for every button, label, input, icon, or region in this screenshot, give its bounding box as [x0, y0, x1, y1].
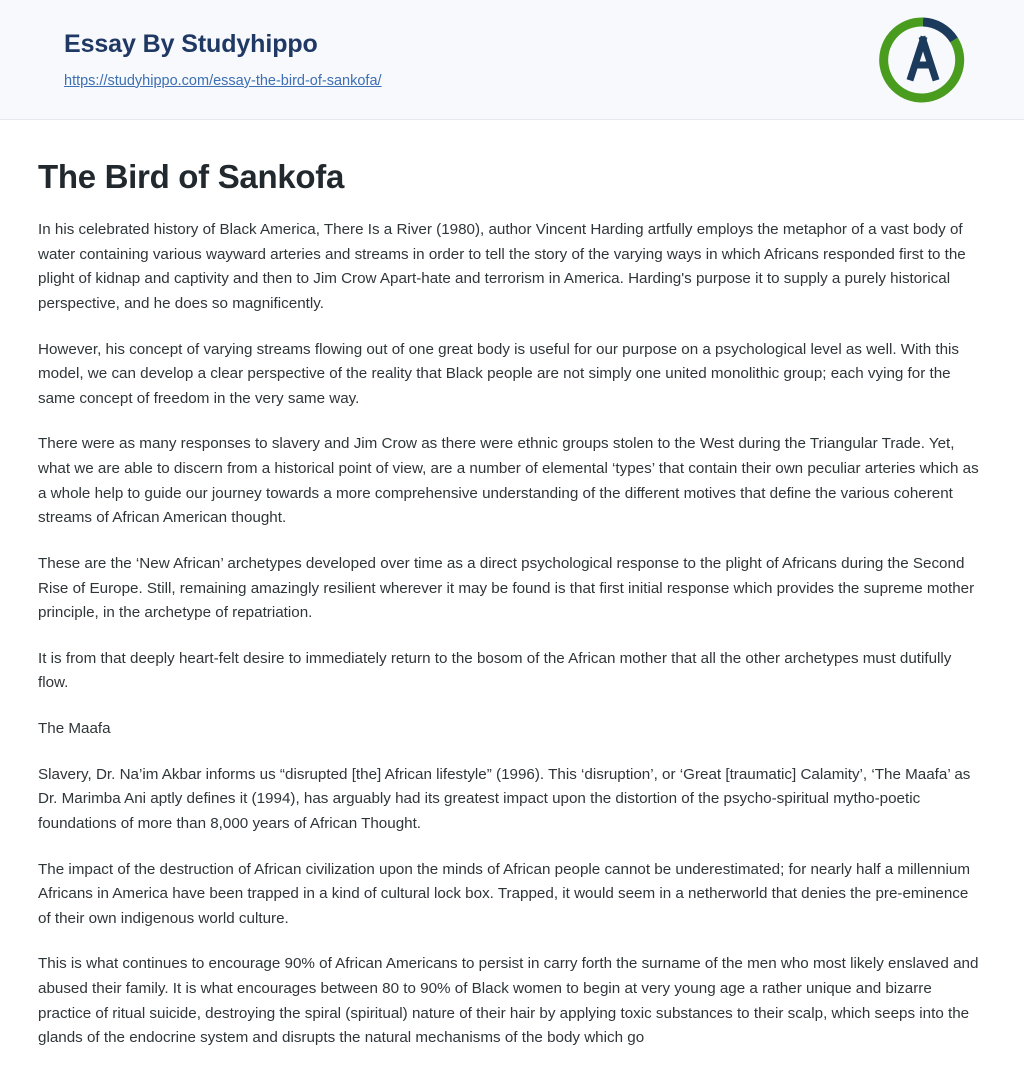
paragraph: This is what continues to encourage 90% of African Americans to persist in carry forth the surname of the men who most likely enslaved and abused their family. It is what encourages between 80 to 90% of Black women to begin at very young age a rather unique and bizarre practice of ritual suicide, destroying the spiral (spiritual) nature of their hair by applying toxic substances to their scalp, which seeps into the glands of the endocrine system and disrupts the natural mechanisms of the body which go [38, 955, 979, 1047]
letter-a-circle-logo-icon [878, 15, 968, 105]
brand-title: Essay By Studyhippo [64, 29, 318, 58]
paragraph: The impact of the destruction of African civilization upon the minds of African people cannot be underestimated; for nearly half a millennium Africans in America have been trapped in a kind of cultural lock box. Trapped, it would seem in a netherworld that denies the pre-eminence of their own indigenous world culture. [38, 860, 971, 927]
brand-block [64, 29, 382, 90]
paragraph: In his celebrated history of Black America, There Is a River (1980), author Vincent Harding artfully employs the metaphor of a vast body of water containing various wayward arteries and streams in order to tell the story of the varying ways in which Africans responded first to the plight of kidnap and captivity and then to Jim Crow Apart-hate and terrorism in America. Harding's purpose it to supply a purely historical perspective, and he does so magnificently. [38, 221, 966, 312]
article-body [0, 120, 1024, 1091]
paragraph: However, his concept of varying streams flowing out of one great body is useful for our purpose on a psychological level as well. With this model, we can develop a clear perspective of the reality that Black people are not simply one united monolithic group; each vying for the same concept of freedom in the very same way. [38, 340, 960, 407]
paragraph: There were as many responses to slavery and Jim Crow as there were ethnic groups stolen to the West during the Triangular Trade. Yet, what we are able to discern from a historical point of view, are a number of elemental ‘types’ that contain their own peculiar arteries which as a whole help to guide our journey towards a more comprehensive understanding of the different motives that define the various coherent streams of African American thought. [38, 435, 979, 527]
page-title: The Bird of Sankofa [38, 158, 344, 195]
article-url-link[interactable]: https://studyhippo.com/essay-the-bird-of-sankofa/ [64, 72, 382, 89]
paragraph: It is from that deeply heart-felt desire to immediately return to the bosom of the African mother that all the other archetypes must dutifully flow. [38, 649, 952, 692]
paragraph: Slavery, Dr. Na’im Akbar informs us “disrupted [the] African lifestyle” (1996). This ‘disruption’, or ‘Great [traumatic] Calamity’, ‘The Maafa’ as Dr. Marimba Ani aptly defines it (1994), has arguably had its greatest impact upon the distortion of the psycho-spiritual mytho-poetic foundations of more than 8,000 years of African Thought. [38, 765, 971, 832]
paragraph: These are the ‘New African’ archetypes developed over time as a direct psychological response to the plight of Africans during the Second Rise of Europe. Still, remaining amazingly resilient wherever it may be found is that first initial response which provides the supreme mother principle, in the archetype of repatriation. [38, 554, 975, 622]
site-header [0, 0, 1024, 120]
section-heading-maafa: The Maafa [38, 720, 111, 737]
